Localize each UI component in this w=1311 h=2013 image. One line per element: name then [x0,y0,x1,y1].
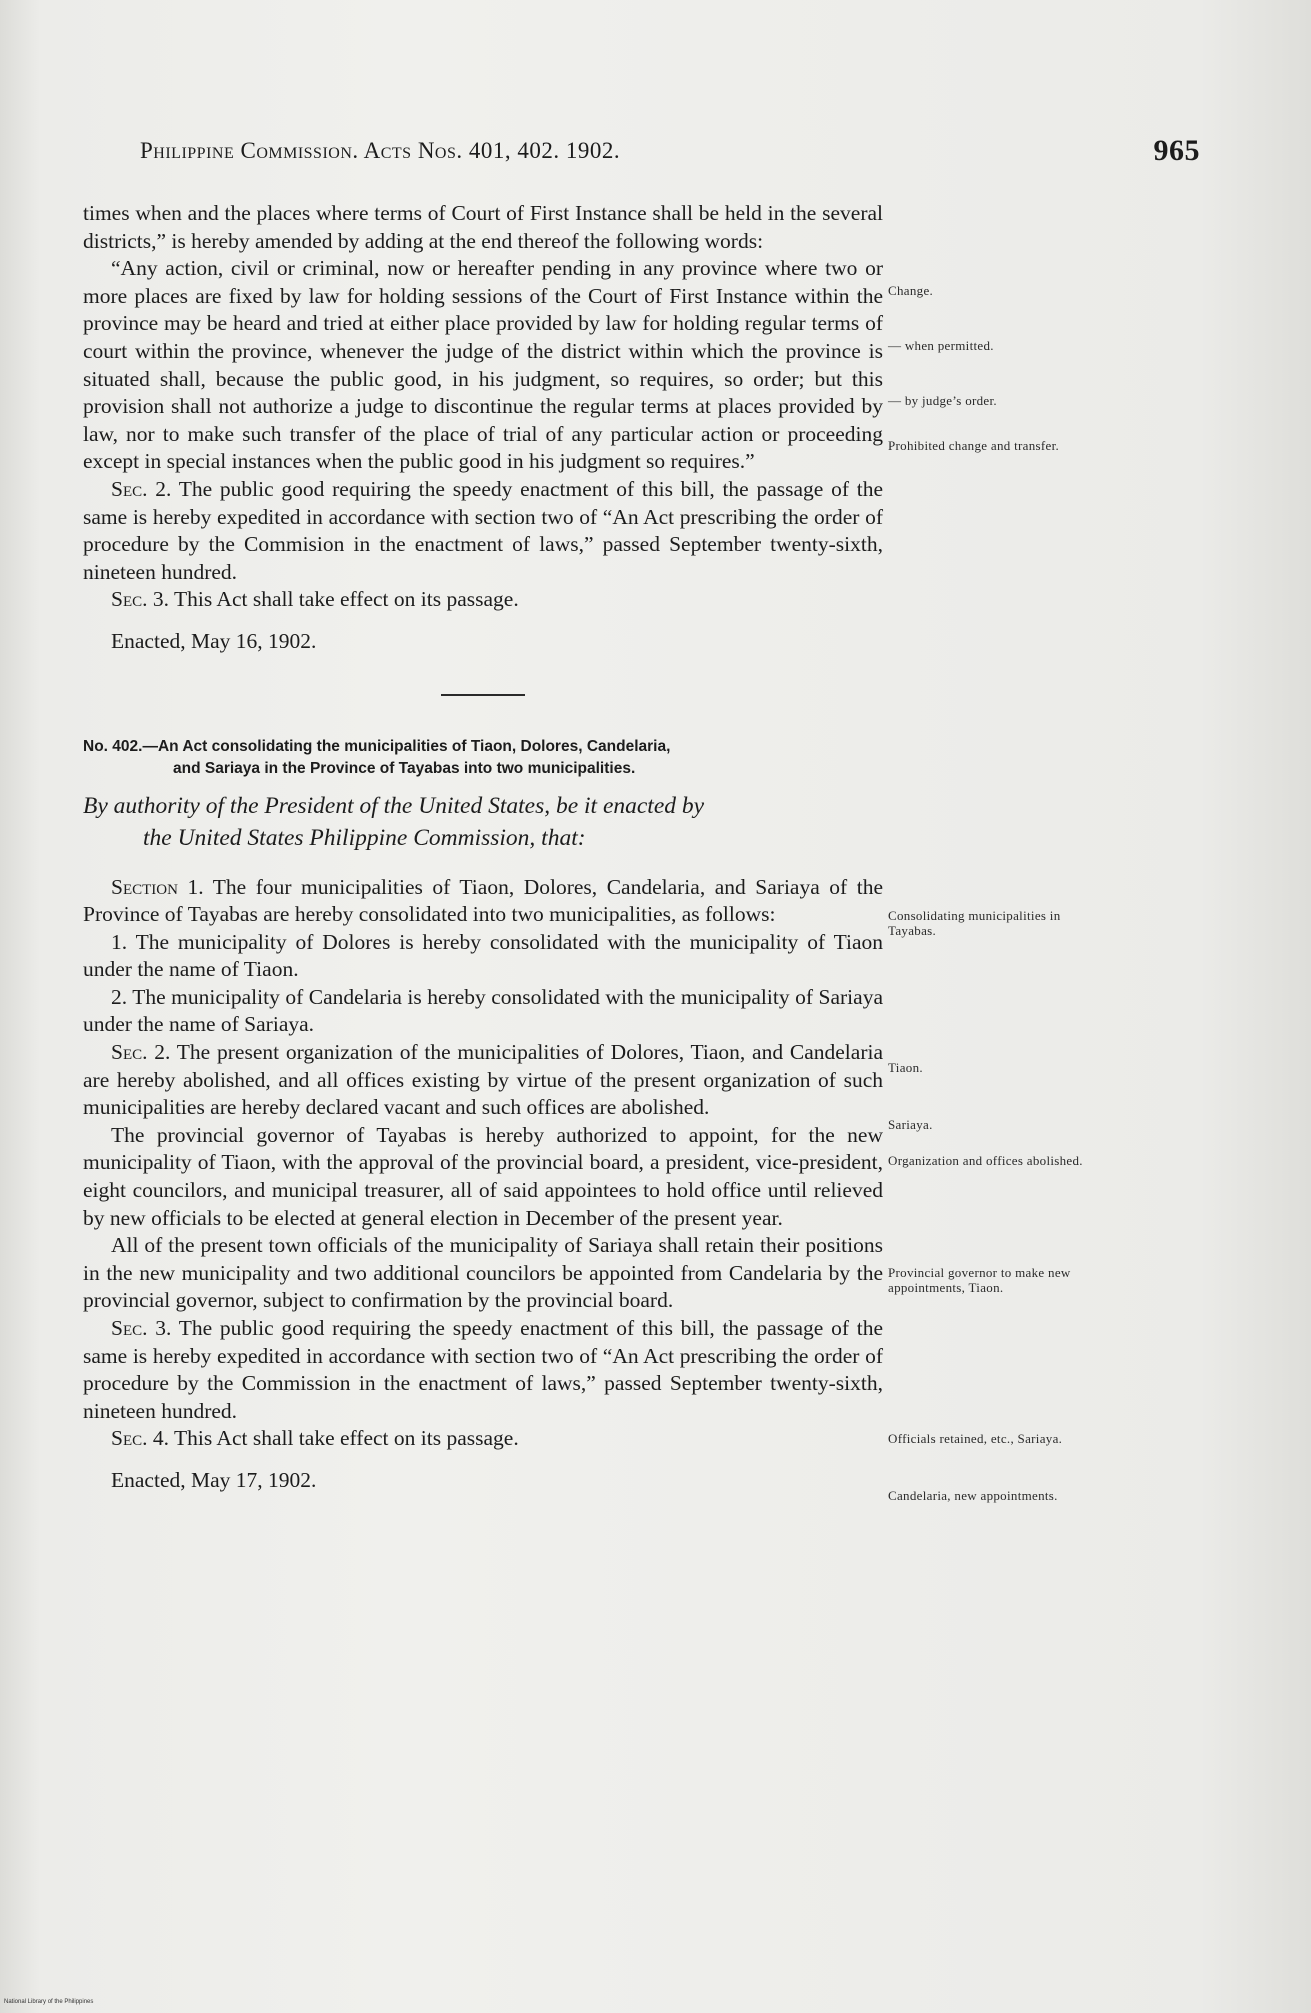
section-label: Sec. 4. [111,1426,169,1451]
scan-footer: National Library of the Philippines [4,1999,94,2005]
running-head: Philippine Commission. Acts Nos. 401, 402. 1902. [140,138,621,163]
act402-enacted-date: Enacted, May 17, 1902. [111,1467,317,1492]
section-label: Sec. 3. [111,587,169,612]
margin-note-organization-abolished: Organization and offices abolished. [888,1153,1083,1168]
margin-note-consolidating: Consolidating municipalities in Tayabas. [888,908,1061,938]
act402-item-1: 1. The municipality of Dolores is hereby consolidated with the municipality of Tiaon under the name of Tiaon. [83,929,883,982]
section-text: The present organization of the municipalities of Dolores, Tiaon, and Candelaria are hereby abolished, and all offices existing by virtue of the present organization of such municipalities are hereby declared vacant and such offices are abolished. [83,1040,883,1120]
act401-enacted-date: Enacted, May 16, 1902. [111,628,317,653]
section-text: This Act shall take effect on its passage. [174,1426,519,1451]
margin-note-change: Change. [888,283,934,298]
margin-note-provincial-governor: Provincial governor to make new appointments, Tiaon. [888,1265,1071,1295]
margin-note-officials-retained: Officials retained, etc., Sariaya. [888,1431,1063,1446]
act402-governor-paragraph: The provincial governor of Tayabas is hereby authorized to appoint, for the new municipality of Tiaon, with the approval of the provincial board, a president, vice-president, eight councilors, and municipal treasurer, all of said appointees to hold office until relieved by new officials to be elected at general election in December of the present year. [83,1122,883,1230]
section-label: Sec. 2. [111,1040,171,1065]
section-label: Section 1. [111,874,204,899]
page-header [140,134,1200,167]
act401-continuation: times when and the places where terms of Court of First Instance shall be held in the several districts,” is hereby amended by adding at the end thereof the following words: [83,201,883,253]
section-text: The public good requiring the speedy enactment of this bill, the passage of the same is hereby expedited in accordance with section two of “An Act prescribing the order of procedure by the Commision in the enactment of laws,” passed September twenty-sixth, nineteen hundred. [83,476,883,584]
section-label: Sec. 3. [111,1316,172,1340]
act401-section-2 [83,476,883,586]
section-text: The four municipalities of Tiaon, Dolores, Candelaria, and Sariaya of the Province of Tayabas are hereby consolidated into two municipalities, as follows: [83,874,883,927]
act402-section-1 [83,874,883,929]
margin-note-candelaria: Candelaria, new appointments. [888,1488,1058,1503]
margin-note-by-judges-order: — by judge’s order. [888,393,997,408]
act402-section-4 [83,1425,883,1453]
main-text [83,200,883,1495]
page-number: 965 [1153,134,1200,167]
enacting-clause-line2: the United States Philippine Commission, that: [143,824,586,851]
margin-note-tiaon: Tiaon. [888,1060,923,1075]
section-text: The public good requiring the speedy enactment of this bill, the passage of the same is hereby expedited in accordance with section two of “An Act prescribing the order of procedure by the Commission in the enactment of laws,” passed September twenty-sixth, nineteen hundred. [83,1316,883,1423]
enacting-clause-line1: By authority of the President of the United States, be it enacted by [83,792,705,819]
act402-section-3 [83,1315,883,1425]
act402-title-line1: No. 402.—An Act consolidating the municipalities of Tiaon, Dolores, Candelaria, [83,737,671,755]
act402-title-line2: and Sariaya in the Province of Tayabas into two municipalities. [173,759,636,777]
act402-section-2 [83,1039,883,1122]
margin-note-sariaya: Sariaya. [888,1117,933,1132]
act402-item-2: 2. The municipality of Candelaria is hereby consolidated with the municipality of Sariaya under the name of Sariaya. [83,984,883,1037]
margin-note-prohibited-change: Prohibited change and transfer. [888,438,1060,453]
act401-section-3 [83,586,883,614]
section-divider [441,694,525,696]
act402-officials-paragraph: All of the present town officials of the municipality of Sariaya shall retain their positions in the new municipality and two additional councilors be appointed from Candelaria by the provincial governor, subject to confirmation by the provincial board. [83,1233,883,1313]
section-label: Sec. 2. [111,476,172,501]
enacting-clause [83,790,883,854]
section-text: This Act shall take effect on its passage. [174,587,519,612]
margin-note-when-permitted: — when permitted. [888,338,994,353]
act402-title [83,736,883,780]
act401-amendment-quote: “Any action, civil or criminal, now or hereafter pending in any province where two or more places are fixed by law for holding sessions of the Court of First Instance within the province may be heard and tried at either place provided by law for holding regular terms of court within the province, whenever the judge of the district within which the province is situated shall, because the public good, in his judgment, so requires, so order; but this provision shall not authorize a judge to discontinue the regular terms at places provided by law, nor to make such transfer of the place of trial of any particular action or proceeding except in special instances when the public good in his judgment so requires.” [83,256,883,474]
